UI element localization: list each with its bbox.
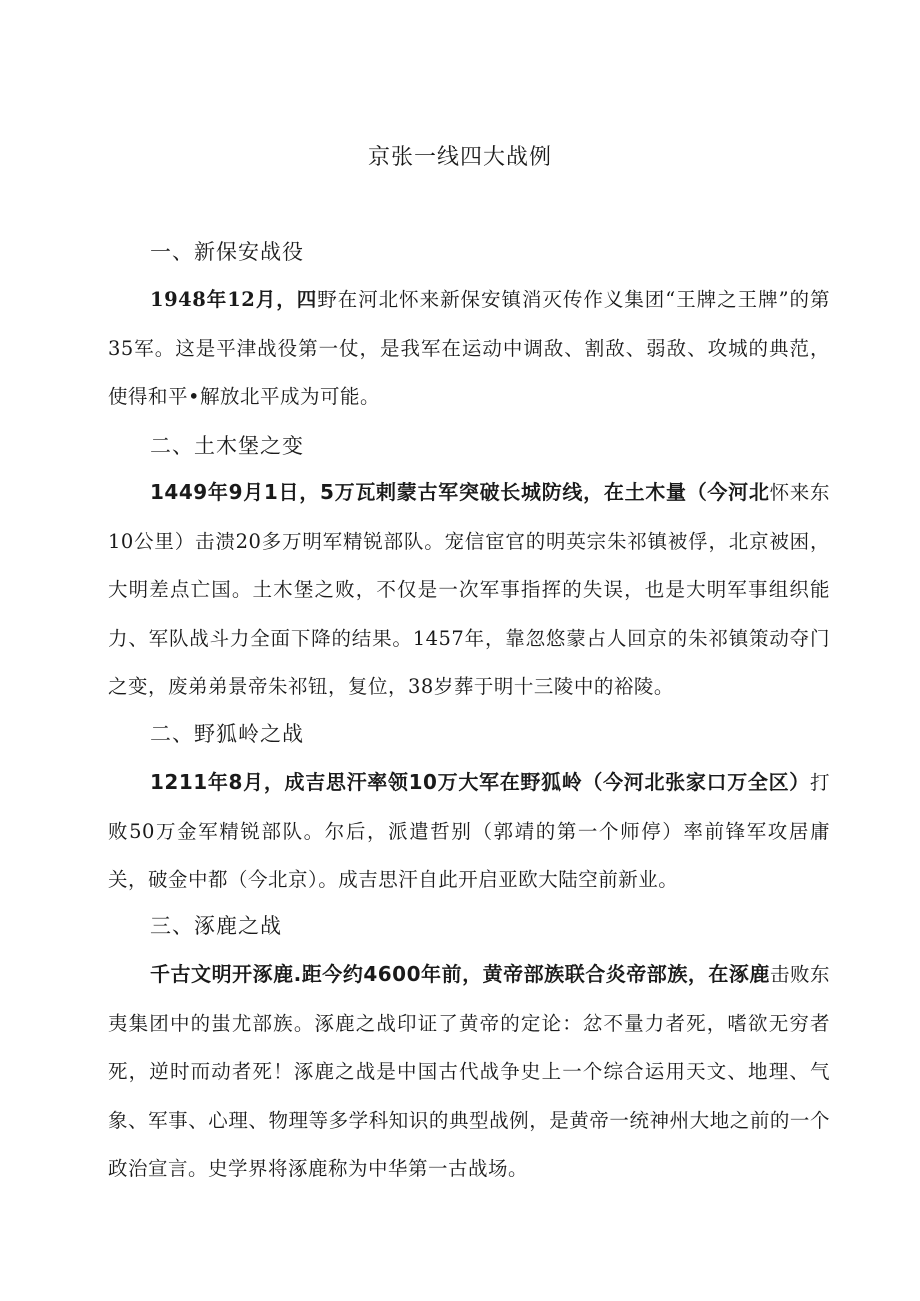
paragraph-lead: 千古文明开涿鹿.距今约4600年前，黄帝部族联合炎帝部族，在涿鹿 [150, 962, 770, 986]
section-paragraph-zhuolu [108, 950, 830, 1194]
paragraph-body: 击败东夷集团中的蚩尤部族。涿鹿之战印证了黄帝的定论：忿不量力者死，嗜欲无穷者死，逆时而动者死！涿鹿之战是中国古代战争史上一个综合运用天文、地理、气象、军事、心理、物理等多学科知识的典型战例，是黄帝一统神州大地之前的一个政治宣言。史学界将涿鹿称为中华第一古战场。 [108, 963, 830, 1180]
paragraph-body: 野在河北怀来新保安镇消灭传作义集团“王牌之王牌”的第35军。这是平津战役第一仗，是我军在运动中调敌、割敌、弱敌、攻城的典范，使得和平•解放北平成为可能。 [108, 288, 830, 408]
paragraph-lead: 1948年12月，四 [150, 288, 318, 311]
paragraph-body: 打败50万金军精锐部队。尔后，派遣哲别（郭靖的第一个师停）率前锋军攻居庸关，破金中都（今北京）。成吉思汗自此开启亚欧大陆空前新业。 [108, 771, 830, 891]
paragraph-lead: 1449年9月1日，5万瓦剌蒙古军突破长城防线，在土木量（今河北 [150, 480, 770, 504]
section-heading-tumubao: 二、土木堡之变 [150, 434, 304, 458]
paragraph-lead: 1211年8月，成吉思汗率领10万大军在野狐岭（今河北张家口万全区） [150, 770, 810, 794]
section-heading-zhuolu: 三、涿鹿之战 [150, 914, 282, 938]
paragraph-body: 怀来东10公里）击溃20多万明军精锐部队。宠信宦官的明英宗朱祁镇被俘，北京被困，大明差点亡国。土木堡之败，不仅是一次军事指挥的失误，也是大明军事组织能力、军队战斗力全面下降的结果。1457年，靠忽悠蒙占人回京的朱祁镇策动夺门之变，废弟弟景帝朱祁钮，复位，38岁葬于明十三陵中的裕陵。 [108, 481, 830, 698]
section-heading-yehuling: 二、野狐岭之战 [150, 722, 304, 746]
section-paragraph-yehuling [108, 758, 830, 905]
section-paragraph-xinbaoan [108, 276, 830, 422]
section-heading-xinbaoan: 一、新保安战役 [150, 240, 304, 264]
document-title: 京张一线四大战例 [367, 145, 552, 170]
section-paragraph-tumubao [108, 468, 830, 712]
